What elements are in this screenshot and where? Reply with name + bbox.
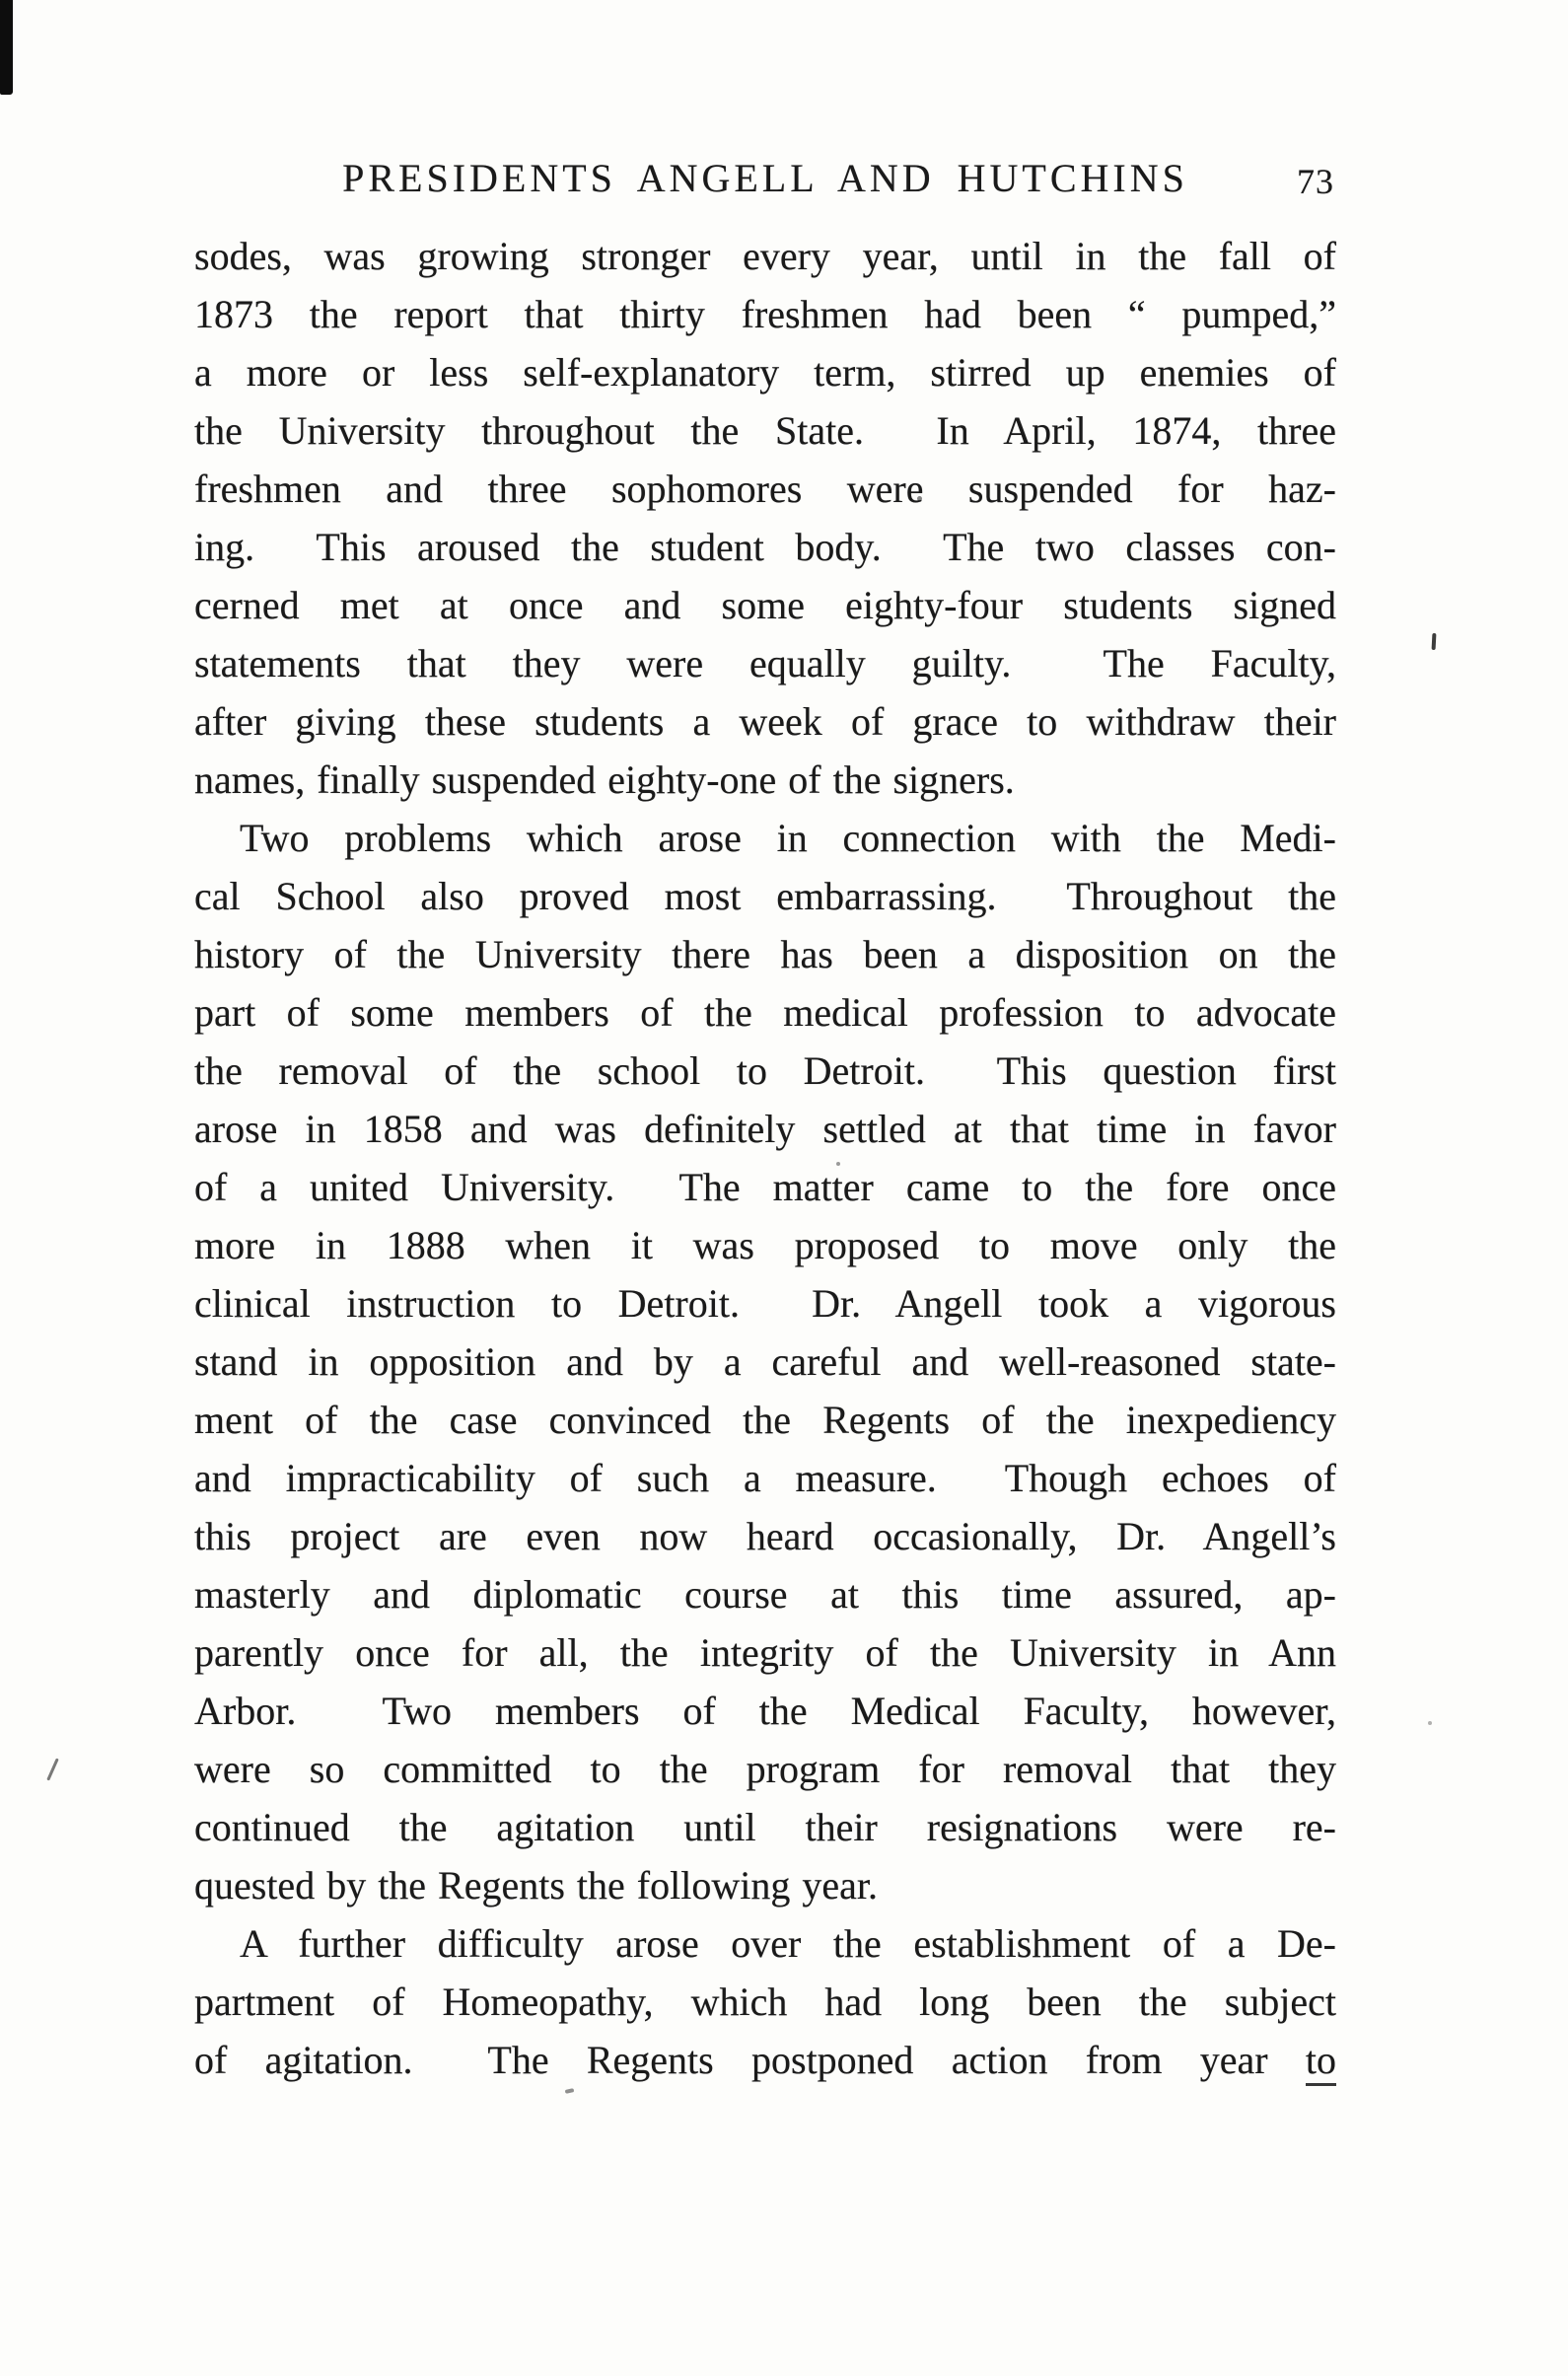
text-column bbox=[194, 156, 1336, 2089]
text-line: ing. This aroused the student body. The two classes con- bbox=[194, 525, 1336, 569]
text-line: sodes, was growing stronger every year, until in the fall of bbox=[194, 234, 1336, 278]
text-line: partment of Homeopathy, which had long been the subject bbox=[194, 1980, 1336, 2024]
page-body bbox=[194, 227, 1336, 2089]
scan-speck bbox=[1428, 1721, 1432, 1725]
text-line: quested by the Regents the following year. bbox=[194, 1863, 878, 1908]
text-line: continued the agitation until their resignations were re- bbox=[194, 1805, 1336, 1849]
page-title: PRESIDENTS ANGELL AND HUTCHINS bbox=[342, 156, 1188, 200]
text-line: this project are even now heard occasionally, Dr. Angell’s bbox=[194, 1514, 1336, 1558]
text-line: more in 1888 when it was proposed to move only the bbox=[194, 1223, 1336, 1267]
page-number: 73 bbox=[1297, 162, 1334, 201]
text-line: names, finally suspended eighty-one of the signers. bbox=[194, 757, 1015, 802]
text-line: of agitation. The Regents postponed action from year to bbox=[194, 2031, 1336, 2089]
text-line: the University throughout the State. In April, 1874, three bbox=[194, 408, 1336, 453]
text-line: and impracticability of such a measure. Though echoes of bbox=[194, 1456, 1336, 1500]
text-line: ment of the case convinced the Regents of the inexpediency bbox=[194, 1398, 1336, 1442]
text-line: freshmen and three sophomores were suspended for haz- bbox=[194, 467, 1336, 511]
text-line: clinical instruction to Detroit. Dr. Angell took a vigorous bbox=[194, 1281, 1336, 1326]
text-line: part of some members of the medical profession to advocate bbox=[194, 990, 1336, 1035]
text-line: a more or less self-explanatory term, stirred up enemies of bbox=[194, 350, 1336, 395]
text-line: masterly and diplomatic course at this time assured, ap- bbox=[194, 1572, 1336, 1617]
text-line: A further difficulty arose over the establishment of a De- bbox=[240, 1921, 1336, 1966]
running-head bbox=[194, 156, 1336, 201]
text-line: 1873 the report that thirty freshmen had been “ pumped,” bbox=[194, 292, 1336, 336]
text-line: arose in 1858 and was definitely settled at that time in favor bbox=[194, 1107, 1336, 1151]
text-line: after giving these students a week of grace to withdraw their bbox=[194, 699, 1336, 744]
text-line: Arbor. Two members of the Medical Faculty, however, bbox=[194, 1689, 1336, 1733]
text-line: cerned met at once and some eighty-four students signed bbox=[194, 583, 1336, 627]
text-line: stand in opposition and by a careful and well-reasoned state- bbox=[194, 1339, 1336, 1384]
text-line: statements that they were equally guilty. The Faculty, bbox=[194, 641, 1336, 685]
underlined-word: to bbox=[1306, 2038, 1336, 2086]
text-line: were so committed to the program for removal that they bbox=[194, 1747, 1336, 1791]
text-line: the removal of the school to Detroit. This question first bbox=[194, 1048, 1336, 1093]
text-line: cal School also proved most embarrassing. Throughout the bbox=[194, 874, 1336, 918]
scan-artifact-right-margin-tick bbox=[1432, 633, 1437, 650]
text-line: history of the University there has been a disposition on the bbox=[194, 932, 1336, 976]
text-line: Two problems which arose in connection with the Medi- bbox=[240, 816, 1336, 860]
scan-artifact-left-margin-mark bbox=[46, 1758, 59, 1780]
text-line: of a united University. The matter came to the fore once bbox=[194, 1165, 1336, 1209]
scan-artifact-corner-strip bbox=[0, 0, 13, 95]
text-line: parently once for all, the integrity of the University in Ann bbox=[194, 1630, 1336, 1675]
